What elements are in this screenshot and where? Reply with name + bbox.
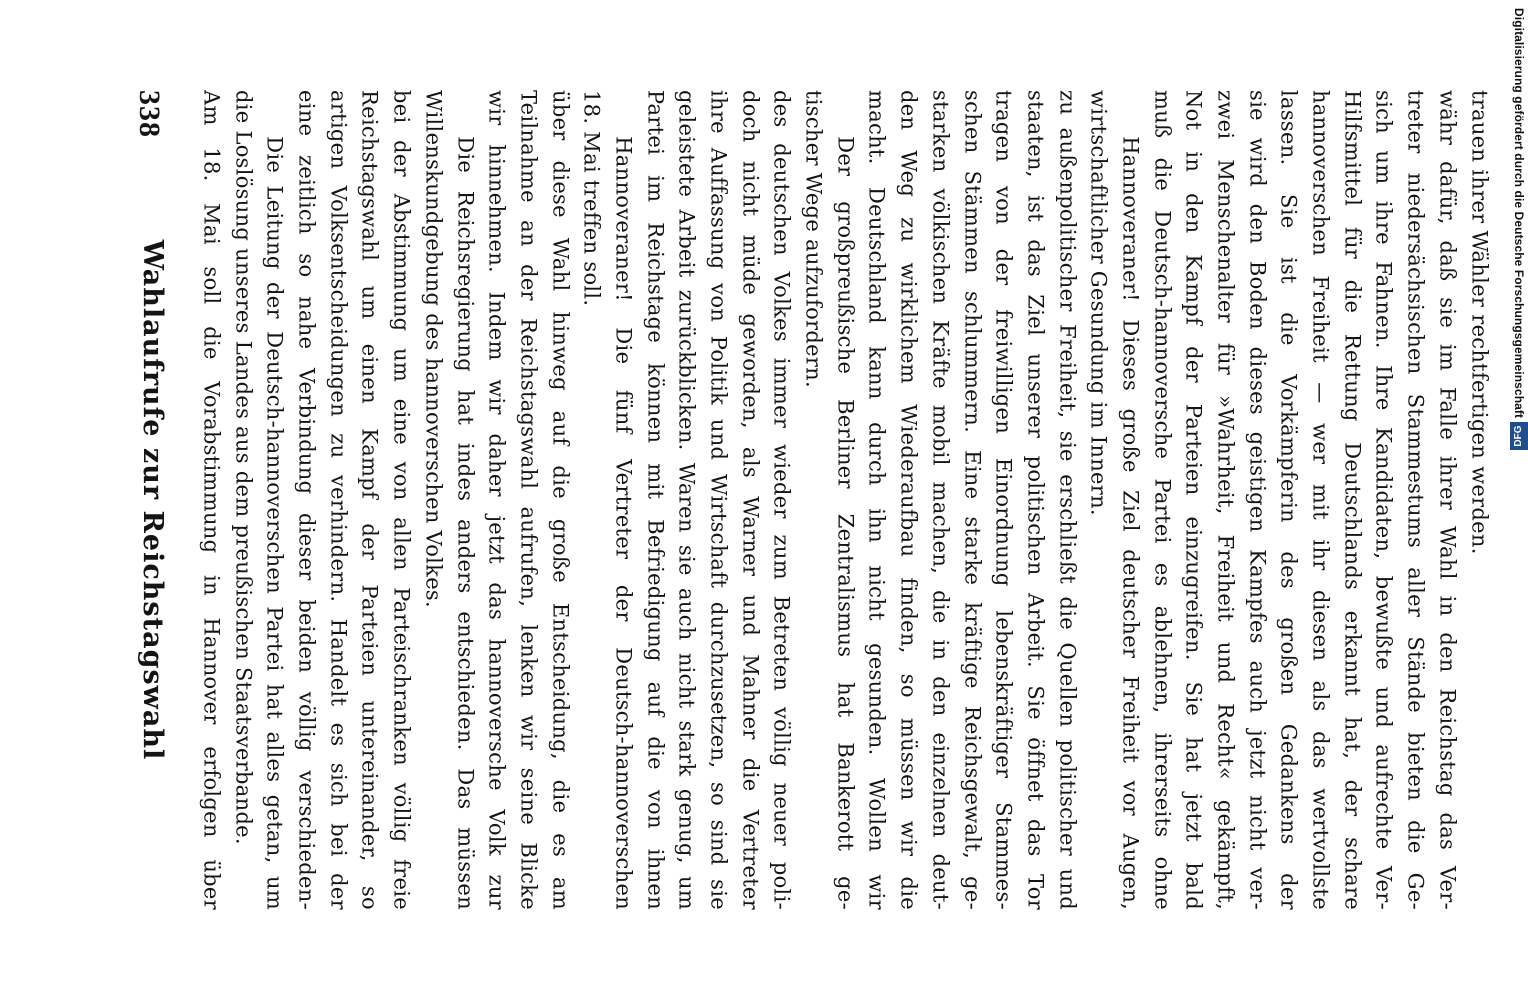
text-line: Hannoveraner! Die fünf Vertreter der Deutsch-hannoverschen	[611, 136, 636, 910]
text-line: muß die Deutsch-hannoversche Partei es ablehnen, ihrerseits ohne	[1150, 90, 1175, 910]
text-line: die Loslösung unseres Landes aus dem preußischen Staatsverbande.	[231, 90, 256, 845]
text-line: lassen. Sie ist die Vorkämpferin des großen Gedankens der	[1277, 90, 1302, 910]
text-line: tischer Wege aufzufordern.	[801, 90, 826, 388]
text-line: Am 18. Mai soll die Vorabstimmung in Hannover erfolgen über	[199, 90, 224, 910]
paragraph	[829, 90, 1114, 910]
running-title: Wahlaufrufe zur Reichstagswahl	[137, 239, 168, 761]
body-text	[195, 90, 1492, 910]
text-line: wir hinnehmen. Indem wir daher jetzt das hannoversche Volk zur	[484, 90, 509, 910]
text-line: 18. Mai treffen soll.	[579, 90, 604, 307]
text-line: sie wird den Boden dieses geistigen Kampfes auch jetzt nicht ver-	[1245, 90, 1270, 910]
text-line: geleistete Arbeit zurückblicken. Waren sie auch nicht stark genug, um	[675, 90, 699, 910]
text-line: trauen ihrer Wähler rechtfertigen werden.	[1467, 90, 1492, 555]
text-line: sich um ihre Fahnen. Ihre Kandidaten, bewußte und aufrechte Ver-	[1372, 90, 1397, 910]
text-line: Die Leitung der Deutsch-hannoverschen Partei hat alles getan, um	[263, 136, 288, 910]
book-page	[60, 20, 1492, 960]
text-line: Teilnahme an der Reichstagswahl aufrufen, lenken wir seine Blicke	[516, 90, 541, 910]
text-line: macht. Deutschland kann durch ihn nicht gesunden. Wollen wir	[865, 90, 890, 910]
text-line: schen Stämmen schlummern. Eine starke kräftige Reichsgewalt, ge-	[960, 90, 985, 910]
text-line: wirtschaftlicher Gesundung im Innern.	[1086, 90, 1111, 516]
text-line: zu außenpolitischer Freiheit, sie erschließt die Quellen politischer und	[1055, 90, 1080, 910]
text-line: starken völkischen Kräfte mobil machen, die in den einzelnen deut-	[928, 90, 953, 910]
paragraph	[1114, 90, 1494, 910]
dfg-sidebar	[1508, 8, 1528, 1008]
text-line: den Weg zu wirklichem Wiederaufbau finden, so müssen wir die	[896, 90, 921, 910]
text-line: über diese Wahl hinweg auf die große Entscheidung, die es am	[548, 90, 573, 910]
text-line: des deutschen Volkes immer wieder zum Betreten völlig neuer poli-	[770, 90, 795, 910]
paragraph	[258, 90, 448, 910]
text-line: doch nicht müde geworden, als Warner und Mahner die Vertreter	[738, 90, 763, 910]
text-line: eine zeitlich so nahe Verbindung dieser beiden völlig verschieden-	[294, 90, 319, 910]
text-line: hannoverschen Freiheit — wer mit ihr diesen als das wertvollste	[1308, 90, 1333, 910]
text-line: Hannoveraner! Dieses große Ziel deutscher Freiheit vor Augen,	[1118, 136, 1143, 910]
text-line: Partei im Reichstage können mit Befriedigung auf die von ihnen	[643, 90, 668, 910]
text-line: treter niedersächsischen Stammestums aller Stände bieten die Ge-	[1403, 90, 1428, 910]
text-line: Hilfsmittel für die Rettung Deutschlands erkannt hat, der schare	[1340, 90, 1365, 910]
text-line: Not in den Kampf der Parteien einzugreifen. Sie hat jetzt bald	[1182, 90, 1206, 910]
paragraph	[449, 90, 607, 910]
text-line: ihre Auffassung von Politik und Wirtschaft durchzusetzen, so sind sie	[706, 90, 731, 910]
text-line: tragen von der freiwilligen Einordnung lebenskräftiger Stammes-	[991, 90, 1016, 910]
text-line: Die Reichsregierung hat indes anders entschieden. Das müssen	[453, 136, 478, 910]
text-line: staaten, ist das Ziel unserer politischen Arbeit. Sie öffnet das Tor	[1023, 90, 1048, 910]
text-line: zwei Menschenalter für »Wahrheit, Freiheit und Recht« gekämpft,	[1213, 90, 1238, 910]
text-line: artigen Volksentscheidungen zu verhindern. Handelt es sich bei der	[326, 90, 351, 910]
text-line: Willenskundgebung des hannoverschen Volkes.	[421, 90, 446, 608]
text-line: bei der Abstimmung um eine von allen Parteischranken völlig freie	[389, 90, 414, 910]
text-line: Der großpreußische Berliner Zentralismus hat Bankerott ge-	[833, 136, 858, 910]
dfg-logo-icon: DFG	[1510, 422, 1528, 450]
text-line: Reichstagswahl um einen Kampf der Parteien untereinander, so	[358, 90, 383, 910]
text-line: währ dafür, daß sie im Falle ihrer Wahl in den Reichstag das Ver-	[1435, 90, 1460, 910]
page-number: 338	[133, 90, 166, 138]
dfg-credit: Digitalisierung gefördert durch die Deutsche Forschungsgemeinschaft	[1512, 8, 1526, 419]
page-header	[120, 90, 170, 910]
paragraph	[607, 90, 829, 910]
paragraph	[195, 90, 258, 910]
